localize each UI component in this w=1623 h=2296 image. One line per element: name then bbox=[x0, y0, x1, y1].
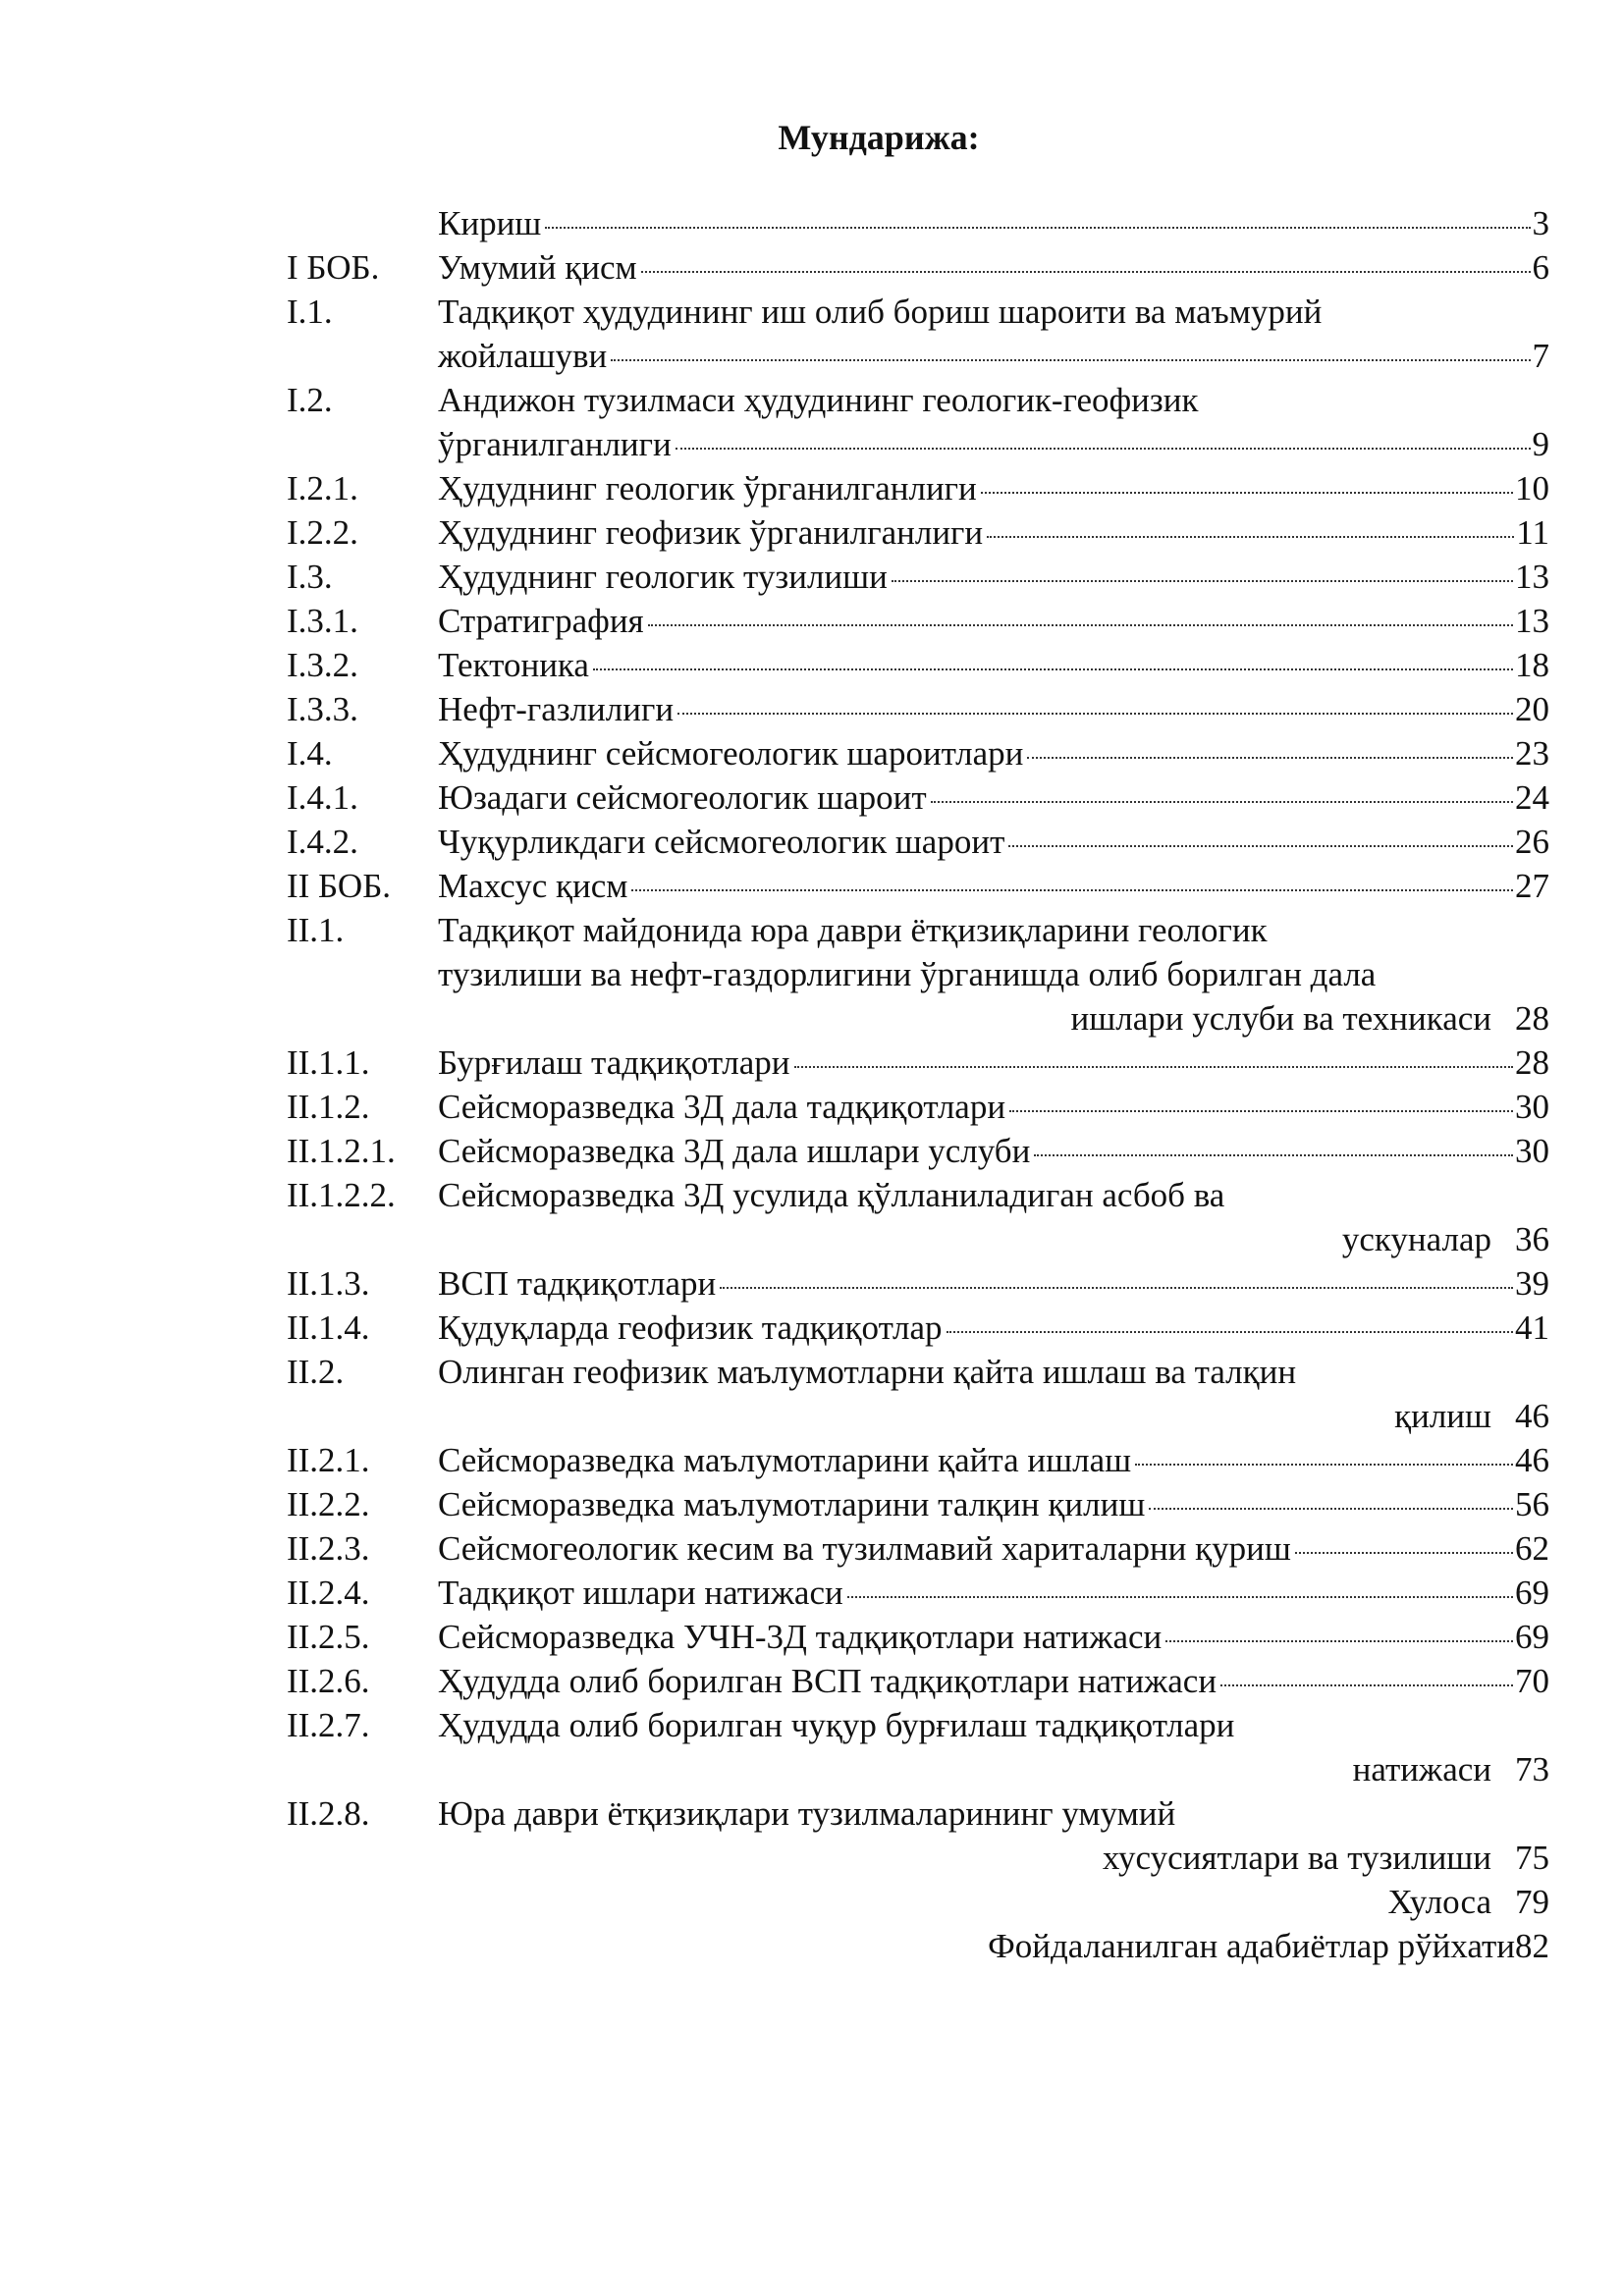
toc-entry-body bbox=[438, 1438, 1549, 1482]
toc-page-number: 26 bbox=[1515, 823, 1549, 861]
toc-entry-line bbox=[438, 1085, 1549, 1129]
toc-entry-title: хусусиятлари ва тузилиши bbox=[1102, 1839, 1491, 1877]
toc-entry-title: Ҳудудда олиб борилган ВСП тадқиқотлари натижаси bbox=[438, 1662, 1217, 1700]
toc-page-number: 39 bbox=[1515, 1264, 1549, 1303]
toc-entry-title: Тадқиқот ишлари натижаси bbox=[438, 1574, 843, 1612]
toc-entry-title: ВСП тадқиқотлари bbox=[438, 1264, 717, 1303]
toc-entry-number: II.2.6. bbox=[287, 1662, 370, 1700]
toc-entry-body bbox=[438, 1482, 1549, 1526]
toc-entry-number: II.1.1. bbox=[287, 1043, 370, 1082]
toc-entry-line bbox=[438, 1261, 1549, 1306]
toc-entry-body bbox=[438, 1306, 1549, 1350]
toc-entry-title: Юзадаги сейсмогеологик шароит bbox=[438, 778, 927, 817]
toc-page-number: 28 bbox=[1515, 999, 1549, 1038]
toc-entry bbox=[287, 1924, 1549, 1968]
toc-entry-line bbox=[438, 1880, 1549, 1924]
toc-entry-body bbox=[438, 1571, 1549, 1615]
toc-entry-title: Сейсморазведка 3Д дала тадқиқотлари bbox=[438, 1088, 1006, 1126]
toc-entry-title: Сейсморазведка УЧН-3Д тадқиқотлари натижаси bbox=[438, 1618, 1163, 1656]
toc-entry-line bbox=[438, 334, 1549, 378]
toc-entry-number: I.4.1. bbox=[287, 778, 358, 817]
toc-entry-title: қилиш bbox=[1394, 1397, 1491, 1435]
toc-entry bbox=[287, 599, 1549, 643]
toc-entry-number: II.2. bbox=[287, 1353, 345, 1391]
toc-entry bbox=[287, 1791, 1549, 1880]
toc-entry bbox=[287, 1526, 1549, 1571]
toc-page-number: 18 bbox=[1515, 646, 1549, 684]
toc-entry-title: Махсус қисм bbox=[438, 867, 628, 905]
toc-entry-title: Сейсморазведка 3Д дала ишлари услуби bbox=[438, 1132, 1031, 1170]
toc-entry-line bbox=[438, 1394, 1549, 1438]
dot-leader bbox=[545, 227, 1530, 229]
toc-entry-number: II.2.5. bbox=[287, 1618, 370, 1656]
toc-entry-body bbox=[438, 908, 1549, 1041]
toc-entry-line bbox=[438, 1438, 1549, 1482]
toc-entry-body bbox=[438, 820, 1549, 864]
toc-page-number: 73 bbox=[1515, 1750, 1549, 1789]
toc-entry bbox=[287, 1615, 1549, 1659]
toc-entry-number bbox=[287, 1880, 438, 1924]
toc-entry-body bbox=[438, 1085, 1549, 1129]
toc-entry-body bbox=[438, 1261, 1549, 1306]
toc-entry-body bbox=[438, 1703, 1549, 1791]
toc-entry bbox=[287, 378, 1549, 466]
toc-entry-line bbox=[438, 1659, 1549, 1703]
toc-entry bbox=[287, 1085, 1549, 1129]
toc-entry-number: II.1. bbox=[287, 911, 345, 949]
toc-entry-title: Сейсморазведка 3Д усулида қўлланиладиган асбоб ва bbox=[438, 1176, 1225, 1214]
dot-leader bbox=[931, 801, 1513, 803]
toc-entry-body bbox=[438, 1350, 1549, 1438]
toc-entry-number: I.1. bbox=[287, 293, 333, 331]
toc-entry-number: II.1.3. bbox=[287, 1264, 370, 1303]
toc-entry bbox=[287, 1306, 1549, 1350]
dot-leader bbox=[947, 1331, 1514, 1333]
toc-entry-title: Хулоса bbox=[1387, 1883, 1491, 1921]
toc-entry-body bbox=[438, 643, 1549, 687]
toc-entry-body bbox=[438, 1041, 1549, 1085]
toc-entry-number: II.2.2. bbox=[287, 1485, 370, 1523]
toc-entry-number: II.2.7. bbox=[287, 1706, 370, 1744]
toc-entry-title: Ҳудуднинг геофизик ўрганилганлиги bbox=[438, 513, 984, 552]
toc-entry-number: II.2.4. bbox=[287, 1574, 370, 1612]
toc-entry-body bbox=[438, 1659, 1549, 1703]
dot-leader bbox=[1009, 1110, 1513, 1112]
toc-entry-title: Олинган геофизик маълумотларни қайта ишлаш ва талқин bbox=[438, 1353, 1297, 1391]
toc-entry bbox=[287, 1438, 1549, 1482]
toc-entry-body bbox=[438, 1615, 1549, 1659]
toc-page-number: 13 bbox=[1515, 558, 1549, 596]
toc-entry bbox=[287, 731, 1549, 775]
toc-entry-body bbox=[438, 1880, 1549, 1924]
toc-page-number: 10 bbox=[1515, 469, 1549, 507]
toc-page-number: 70 bbox=[1515, 1662, 1549, 1700]
toc-entry-title: Нефт-газлилиги bbox=[438, 690, 675, 728]
toc-entry bbox=[287, 908, 1549, 1041]
toc-entry-title: Сейсморазведка маълумотларини талқин қилиш bbox=[438, 1485, 1146, 1523]
toc-page-number: 69 bbox=[1515, 1618, 1549, 1656]
toc-entry-body bbox=[438, 245, 1549, 290]
toc-entry-body bbox=[438, 201, 1549, 245]
toc-entry-title: Қудуқларда геофизик тадқиқотлар bbox=[438, 1308, 943, 1347]
toc-entry-title: ускуналар bbox=[1341, 1220, 1491, 1258]
toc-entry-body bbox=[438, 466, 1549, 510]
toc-entry-body bbox=[438, 510, 1549, 555]
dot-leader bbox=[1008, 845, 1513, 847]
toc-entry-title: Ҳудуднинг геологик тузилиши bbox=[438, 558, 888, 596]
toc-entry-body bbox=[438, 1791, 1549, 1880]
toc-entry-line bbox=[438, 1615, 1549, 1659]
toc-entry-line bbox=[438, 1747, 1549, 1791]
toc-entry-body bbox=[438, 1526, 1549, 1571]
toc-entry-line bbox=[438, 643, 1549, 687]
toc-entry-title: жойлашуви bbox=[438, 337, 608, 375]
toc-entry-number bbox=[287, 1924, 438, 1968]
toc-page-number: 69 bbox=[1515, 1574, 1549, 1612]
toc-entry-line bbox=[438, 422, 1549, 466]
toc-page-number: 41 bbox=[1515, 1308, 1549, 1347]
toc-entry-body bbox=[438, 775, 1549, 820]
toc-page-number: 13 bbox=[1515, 602, 1549, 640]
toc-entry-line bbox=[438, 1041, 1549, 1085]
toc-entry-number: I.4. bbox=[287, 734, 333, 773]
dot-leader bbox=[892, 580, 1513, 582]
toc-entry-line bbox=[438, 510, 1549, 555]
toc-entry bbox=[287, 687, 1549, 731]
toc-entry-number: I.2.1. bbox=[287, 469, 358, 507]
toc-entry-line bbox=[438, 1924, 1549, 1968]
toc-page-number: 62 bbox=[1515, 1529, 1549, 1568]
dot-leader bbox=[611, 359, 1530, 361]
toc-entry-number bbox=[287, 201, 438, 245]
toc-entry-title: Бурғилаш тадқиқотлари bbox=[438, 1043, 790, 1082]
toc-entry-title: Ҳудуднинг геологик ўрганилганлиги bbox=[438, 469, 977, 507]
toc-entry-line bbox=[438, 820, 1549, 864]
toc-entry-line bbox=[438, 1129, 1549, 1173]
toc-entry-body bbox=[438, 290, 1549, 378]
toc-entry bbox=[287, 555, 1549, 599]
toc-entry-title: Сейсмогеологик кесим ва тузилмавий хариталарни қуриш bbox=[438, 1529, 1291, 1568]
dot-leader bbox=[1165, 1640, 1513, 1642]
toc-entry-number: I.4.2. bbox=[287, 823, 358, 861]
toc-entry-body bbox=[438, 378, 1549, 466]
toc-entry-title: Юра даври ётқизиқлари тузилмаларининг умумий bbox=[438, 1794, 1176, 1833]
toc-entry bbox=[287, 1173, 1549, 1261]
toc-page-number: 3 bbox=[1532, 204, 1549, 242]
toc-entry bbox=[287, 1703, 1549, 1791]
toc-entry-title: Андижон тузилмаси ҳудудининг геологик-геофизик bbox=[438, 381, 1199, 419]
toc-entry-body bbox=[438, 1129, 1549, 1173]
toc-entry bbox=[287, 643, 1549, 687]
dot-leader bbox=[593, 668, 1513, 670]
toc-entry bbox=[287, 290, 1549, 378]
toc-page-number: 56 bbox=[1515, 1485, 1549, 1523]
dot-leader bbox=[648, 624, 1513, 626]
toc-page-number: 30 bbox=[1515, 1088, 1549, 1126]
dot-leader bbox=[981, 492, 1513, 494]
toc-entry-line bbox=[438, 290, 1549, 334]
toc-entry-line bbox=[438, 1836, 1549, 1880]
toc-entry-title: тузилиши ва нефт-газдорлигини ўрганишда олиб борилган дала bbox=[438, 955, 1377, 993]
toc-entry-line bbox=[438, 908, 1549, 952]
toc-page-number: 24 bbox=[1515, 778, 1549, 817]
toc-page-number: 30 bbox=[1515, 1132, 1549, 1170]
toc-entry-body bbox=[438, 687, 1549, 731]
toc-entry-title: ишлари услуби ва техникаси bbox=[1070, 999, 1491, 1038]
toc-page-number: 23 bbox=[1515, 734, 1549, 773]
toc-entry-title: Ҳудудда олиб борилган чуқур бурғилаш тадқиқотлари bbox=[438, 1706, 1235, 1744]
toc-entry-line bbox=[438, 245, 1549, 290]
toc-entry bbox=[287, 1261, 1549, 1306]
toc-entry-number: I.3.3. bbox=[287, 690, 358, 728]
toc-entry-number: I БОБ. bbox=[287, 248, 380, 287]
dot-leader bbox=[1135, 1464, 1513, 1466]
toc-entry-line bbox=[438, 599, 1549, 643]
dot-leader bbox=[1149, 1508, 1513, 1510]
toc-entry-title: Стратиграфия bbox=[438, 602, 644, 640]
toc-entry bbox=[287, 1129, 1549, 1173]
toc-entry-number: II.2.1. bbox=[287, 1441, 370, 1479]
toc-page-number: 79 bbox=[1515, 1883, 1549, 1921]
toc-entry-title: Кириш bbox=[438, 204, 542, 242]
dot-leader bbox=[677, 713, 1513, 715]
toc-entry-line bbox=[438, 1526, 1549, 1571]
toc-entry-line bbox=[438, 1350, 1549, 1394]
toc-entry-line bbox=[438, 466, 1549, 510]
toc-entry-body bbox=[438, 599, 1549, 643]
dot-leader bbox=[1295, 1552, 1513, 1554]
toc-page-number: 20 bbox=[1515, 690, 1549, 728]
toc-entry-line bbox=[438, 555, 1549, 599]
toc-entry bbox=[287, 510, 1549, 555]
toc-entry-line bbox=[438, 775, 1549, 820]
toc-page-number: 7 bbox=[1532, 337, 1549, 375]
toc-entry-number: I.3.2. bbox=[287, 646, 358, 684]
toc-entry-number: II.2.8. bbox=[287, 1794, 370, 1833]
toc-entry-number: I.2. bbox=[287, 381, 333, 419]
toc-entry bbox=[287, 820, 1549, 864]
toc-entry-line bbox=[438, 864, 1549, 908]
dot-leader bbox=[987, 536, 1514, 538]
toc-entry-line bbox=[438, 1217, 1549, 1261]
toc-entry-body bbox=[438, 1924, 1549, 1968]
dot-leader bbox=[631, 889, 1513, 891]
toc-entry-line bbox=[438, 378, 1549, 422]
toc-entry-line bbox=[438, 1571, 1549, 1615]
dot-leader bbox=[1034, 1154, 1513, 1156]
dot-leader bbox=[1220, 1684, 1513, 1686]
toc-entry-body bbox=[438, 731, 1549, 775]
toc-entry-number: II.1.4. bbox=[287, 1308, 370, 1347]
toc-entry-line bbox=[438, 1482, 1549, 1526]
toc-page-number: 36 bbox=[1515, 1220, 1549, 1258]
toc-page-number: 46 bbox=[1515, 1441, 1549, 1479]
toc-entry bbox=[287, 1880, 1549, 1924]
toc-entry-title: Фойдаланилган адабиётлар рўйхати bbox=[988, 1927, 1515, 1965]
toc-entry-line bbox=[438, 1703, 1549, 1747]
toc-entry-number: I.3. bbox=[287, 558, 333, 596]
toc-entry-number: II.1.2.1. bbox=[287, 1132, 396, 1170]
toc-entry bbox=[287, 1571, 1549, 1615]
dot-leader bbox=[794, 1066, 1513, 1068]
toc-entry-body bbox=[438, 555, 1549, 599]
dot-leader bbox=[847, 1596, 1513, 1598]
toc-entry bbox=[287, 775, 1549, 820]
dot-leader bbox=[720, 1287, 1513, 1289]
toc-entry-number: II.2.3. bbox=[287, 1529, 370, 1568]
dot-leader bbox=[641, 271, 1531, 273]
toc-entry bbox=[287, 201, 1549, 245]
dot-leader bbox=[1027, 757, 1513, 759]
toc-page-number: 11 bbox=[1516, 513, 1549, 552]
toc-page-number: 6 bbox=[1532, 248, 1549, 287]
toc-entry-title: Тектоника bbox=[438, 646, 589, 684]
toc-entry-line bbox=[438, 731, 1549, 775]
toc-entry bbox=[287, 466, 1549, 510]
toc-page-number: 75 bbox=[1515, 1839, 1549, 1877]
dot-leader bbox=[676, 448, 1531, 450]
toc-page-number: 28 bbox=[1515, 1043, 1549, 1082]
toc-entry bbox=[287, 245, 1549, 290]
toc-entry-number: II.1.2.2. bbox=[287, 1176, 396, 1214]
toc-entry-body bbox=[438, 864, 1549, 908]
toc-entry-title: Умумий қисм bbox=[438, 248, 637, 287]
toc-entry bbox=[287, 864, 1549, 908]
toc-entry bbox=[287, 1659, 1549, 1703]
toc-entry-title: ўрганилганлиги bbox=[438, 425, 672, 463]
toc-entry-number: I.3.1. bbox=[287, 602, 358, 640]
toc-page-number: 82 bbox=[1515, 1927, 1549, 1965]
toc-page-number: 27 bbox=[1515, 867, 1549, 905]
toc-entry-number: II.1.2. bbox=[287, 1088, 370, 1126]
toc-entry-line bbox=[438, 687, 1549, 731]
page-title: Мундарижа: bbox=[778, 118, 980, 157]
toc-entry-title: Ҳудуднинг сейсмогеологик шароитлари bbox=[438, 734, 1024, 773]
table-of-contents bbox=[287, 201, 1549, 1968]
toc-entry bbox=[287, 1482, 1549, 1526]
toc-entry-title: Тадқиқот ҳудудининг иш олиб бориш шароити ва маъмурий bbox=[438, 293, 1323, 331]
toc-entry bbox=[287, 1350, 1549, 1438]
toc-page-number: 46 bbox=[1515, 1397, 1549, 1435]
toc-entry-number: I.2.2. bbox=[287, 513, 358, 552]
toc-entry-body bbox=[438, 1173, 1549, 1261]
toc-entry-line bbox=[438, 952, 1549, 996]
toc-entry-line bbox=[438, 1306, 1549, 1350]
toc-entry bbox=[287, 1041, 1549, 1085]
toc-entry-title: Чуқурликдаги сейсмогеологик шароит bbox=[438, 823, 1005, 861]
toc-entry-line bbox=[438, 996, 1549, 1041]
toc-entry-line bbox=[438, 201, 1549, 245]
toc-entry-title: Тадқиқот майдонида юра даври ётқизиқларини геологик bbox=[438, 911, 1268, 949]
toc-page-number: 9 bbox=[1532, 425, 1549, 463]
toc-entry-line bbox=[438, 1173, 1549, 1217]
toc-entry-title: натижаси bbox=[1352, 1750, 1491, 1789]
toc-entry-title: Сейсморазведка маълумотларини қайта ишлаш bbox=[438, 1441, 1132, 1479]
toc-entry-number: II БОБ. bbox=[287, 867, 392, 905]
toc-entry-line bbox=[438, 1791, 1549, 1836]
